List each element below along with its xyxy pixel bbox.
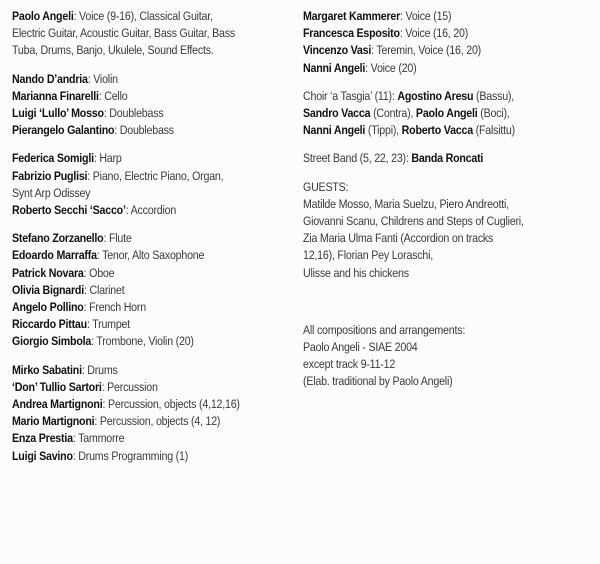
credit-line: Nando D’andria: Violin <box>12 71 118 86</box>
spacer <box>303 282 595 322</box>
credit-line: Francesca Esposito: Voice (16, 20) <box>303 26 469 41</box>
choir-line: Sandro Vacca (Contra), Paolo Angeli (Boci), <box>303 106 510 121</box>
guests-line: 12,16), Florian Pey Loraschi, <box>303 248 433 263</box>
compositions-line: except track 9-11-12 <box>303 357 396 372</box>
credit-line: Stefano Zorzanello: Flute <box>12 231 132 246</box>
spacer <box>12 60 294 71</box>
credit-line: Olivia Bignardi: Clarinet <box>12 282 125 297</box>
credit-line: Marianna Finarelli: Cello <box>12 88 128 103</box>
credit-line: Edoardo Marraffa: Tenor, Alto Saxophone <box>12 248 205 263</box>
guests-line: Ulisse and his chickens <box>303 265 409 280</box>
guests-line: Zia Maria Ulma Fanti (Accordion on tracks <box>303 231 494 246</box>
credit-line: Mirko Sabatini: Drums <box>12 362 118 377</box>
credit-line: Luigi ‘Lullo’ Mosso: Doublebass <box>12 106 164 121</box>
credit-line: Luigi Savino: Drums Programming (1) <box>12 448 189 463</box>
credit-line: Nanni Angeli: Voice (20) <box>303 60 417 75</box>
credit-line: Roberto Secchi ‘Sacco’: Accordion <box>12 203 177 218</box>
spacer <box>12 139 294 150</box>
spacer <box>303 139 595 150</box>
credit-line: Giorgio Simbola: Trombone, Violin (20) <box>12 334 194 349</box>
credit-line: Electric Guitar, Acoustic Guitar, Bass Guitar, Bass <box>12 26 235 41</box>
compositions-line: All compositions and arrangements: <box>303 322 466 337</box>
choir-line: Nanni Angeli (Tippi), Roberto Vacca (Falsittu) <box>303 123 515 138</box>
credit-line: Enza Prestia: Tammorre <box>12 431 125 446</box>
credit-line: Tuba, Drums, Banjo, Ukulele, Sound Effects. <box>12 43 214 58</box>
credit-line: Synt Arp Odissey <box>12 185 91 200</box>
credit-line: Paolo Angeli: Voice (9-16), Classical Guitar, <box>12 9 213 23</box>
credit-line: Margaret Kammerer: Voice (15) <box>303 9 452 23</box>
credit-line: Fabrizio Puglisi: Piano, Electric Piano, Organ, <box>12 168 224 183</box>
credits-left-column <box>12 8 294 465</box>
compositions-line: Paolo Angeli - SIAE 2004 <box>303 340 418 355</box>
credit-line: Pierangelo Galantino: Doublebass <box>12 123 174 138</box>
guests-heading: GUESTS: <box>303 179 349 194</box>
guests-line: Matilde Mosso, Maria Suelzu, Piero Andreotti, <box>303 196 509 211</box>
credit-line: Patrick Novara: Oboe <box>12 265 115 280</box>
spacer <box>12 351 294 362</box>
credit-line: Riccardo Pittau: Trumpet <box>12 317 131 332</box>
compositions-line: (Elab. traditional by Paolo Angeli) <box>303 374 453 389</box>
credit-line: Angelo Pollino: French Horn <box>12 300 146 315</box>
credit-line: Vincenzo Vasi: Teremin, Voice (16, 20) <box>303 43 482 58</box>
guests-line: Giovanni Scanu, Childrens and Steps of Cuglieri, <box>303 214 524 229</box>
choir-line: Choir ‘a Tasgia’ (11): Agostino Aresu (Bassu), <box>303 88 514 103</box>
spacer <box>303 77 595 88</box>
spacer <box>303 168 595 179</box>
credit-line: Mario Martignoni: Percussion, objects (4, 12) <box>12 414 221 429</box>
credit-line: Andrea Martignoni: Percussion, objects (4,12,16) <box>12 397 240 412</box>
credit-line: ‘Don’ Tullio Sartori: Percussion <box>12 379 158 394</box>
credit-line: Federica Somigli: Harp <box>12 151 122 166</box>
credits-right-column <box>303 8 595 391</box>
street-band-line: Street Band (5, 22, 23): Banda Roncati <box>303 151 484 166</box>
spacer <box>12 219 294 230</box>
